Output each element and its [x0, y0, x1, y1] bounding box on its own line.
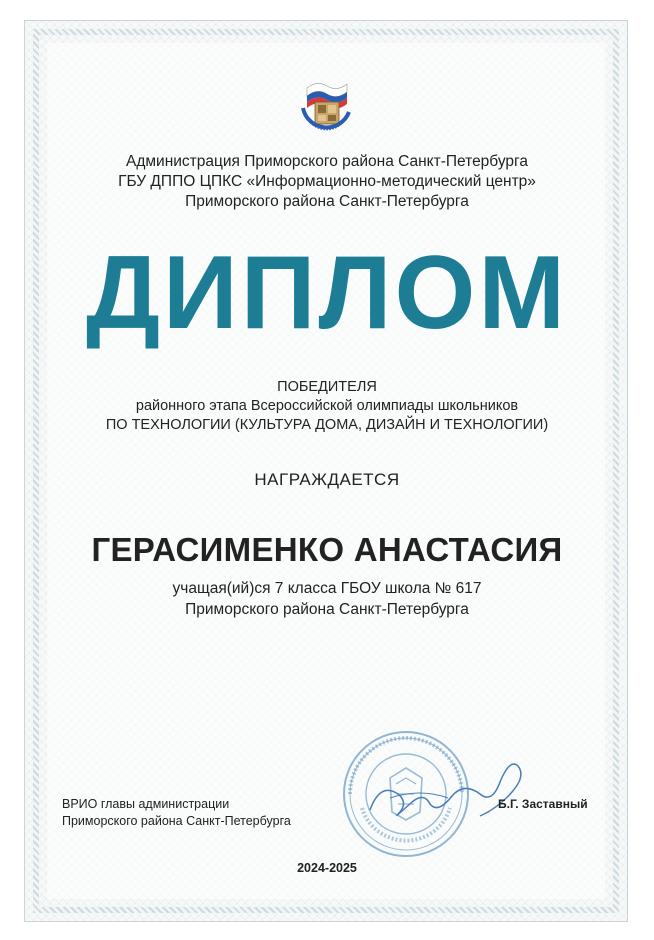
signatory-name: Б.Г. Заставный — [498, 797, 588, 811]
position-line-2: Приморского района Санкт-Петербурга — [62, 814, 291, 828]
awarded-label: НАГРАЖДАЕТСЯ — [254, 470, 400, 489]
signature-icon — [360, 752, 530, 832]
signatory-position — [62, 796, 291, 830]
winner-line-1: ПОБЕДИТЕЛЯ — [277, 379, 377, 395]
winner-line-3: ПО ТЕХНОЛОГИИ (КУЛЬТУРА ДОМА, ДИЗАЙН И ТЕХНОЛОГИИ) — [105, 417, 549, 433]
school-line-2: Приморского района Санкт-Петербурга — [185, 601, 469, 618]
diploma-title: ДИПЛОМ — [85, 235, 569, 351]
academic-year: 2024-2025 — [297, 861, 357, 875]
position-line-1: ВРИО главы администрации — [62, 797, 230, 811]
organization-header — [0, 152, 654, 212]
org-line-2: ГБУ ДППО ЦПКС «Информационно-методический центр» — [118, 173, 536, 190]
recipient-name: ГЕРАСИМЕНКО АНАСТАСИЯ — [91, 531, 563, 568]
recipient-school — [0, 578, 654, 620]
winner-description — [0, 378, 654, 435]
school-line-1: учащая(ий)ся 7 класса ГБОУ школа № 617 — [172, 580, 482, 597]
olympiad-emblem-icon — [293, 72, 359, 138]
winner-line-2: районного этапа Всероссийской олимпиады школьников — [135, 398, 519, 414]
org-line-1: Администрация Приморского района Санкт-Петербурга — [126, 153, 528, 170]
org-line-3: Приморского района Санкт-Петербурга — [185, 193, 469, 210]
